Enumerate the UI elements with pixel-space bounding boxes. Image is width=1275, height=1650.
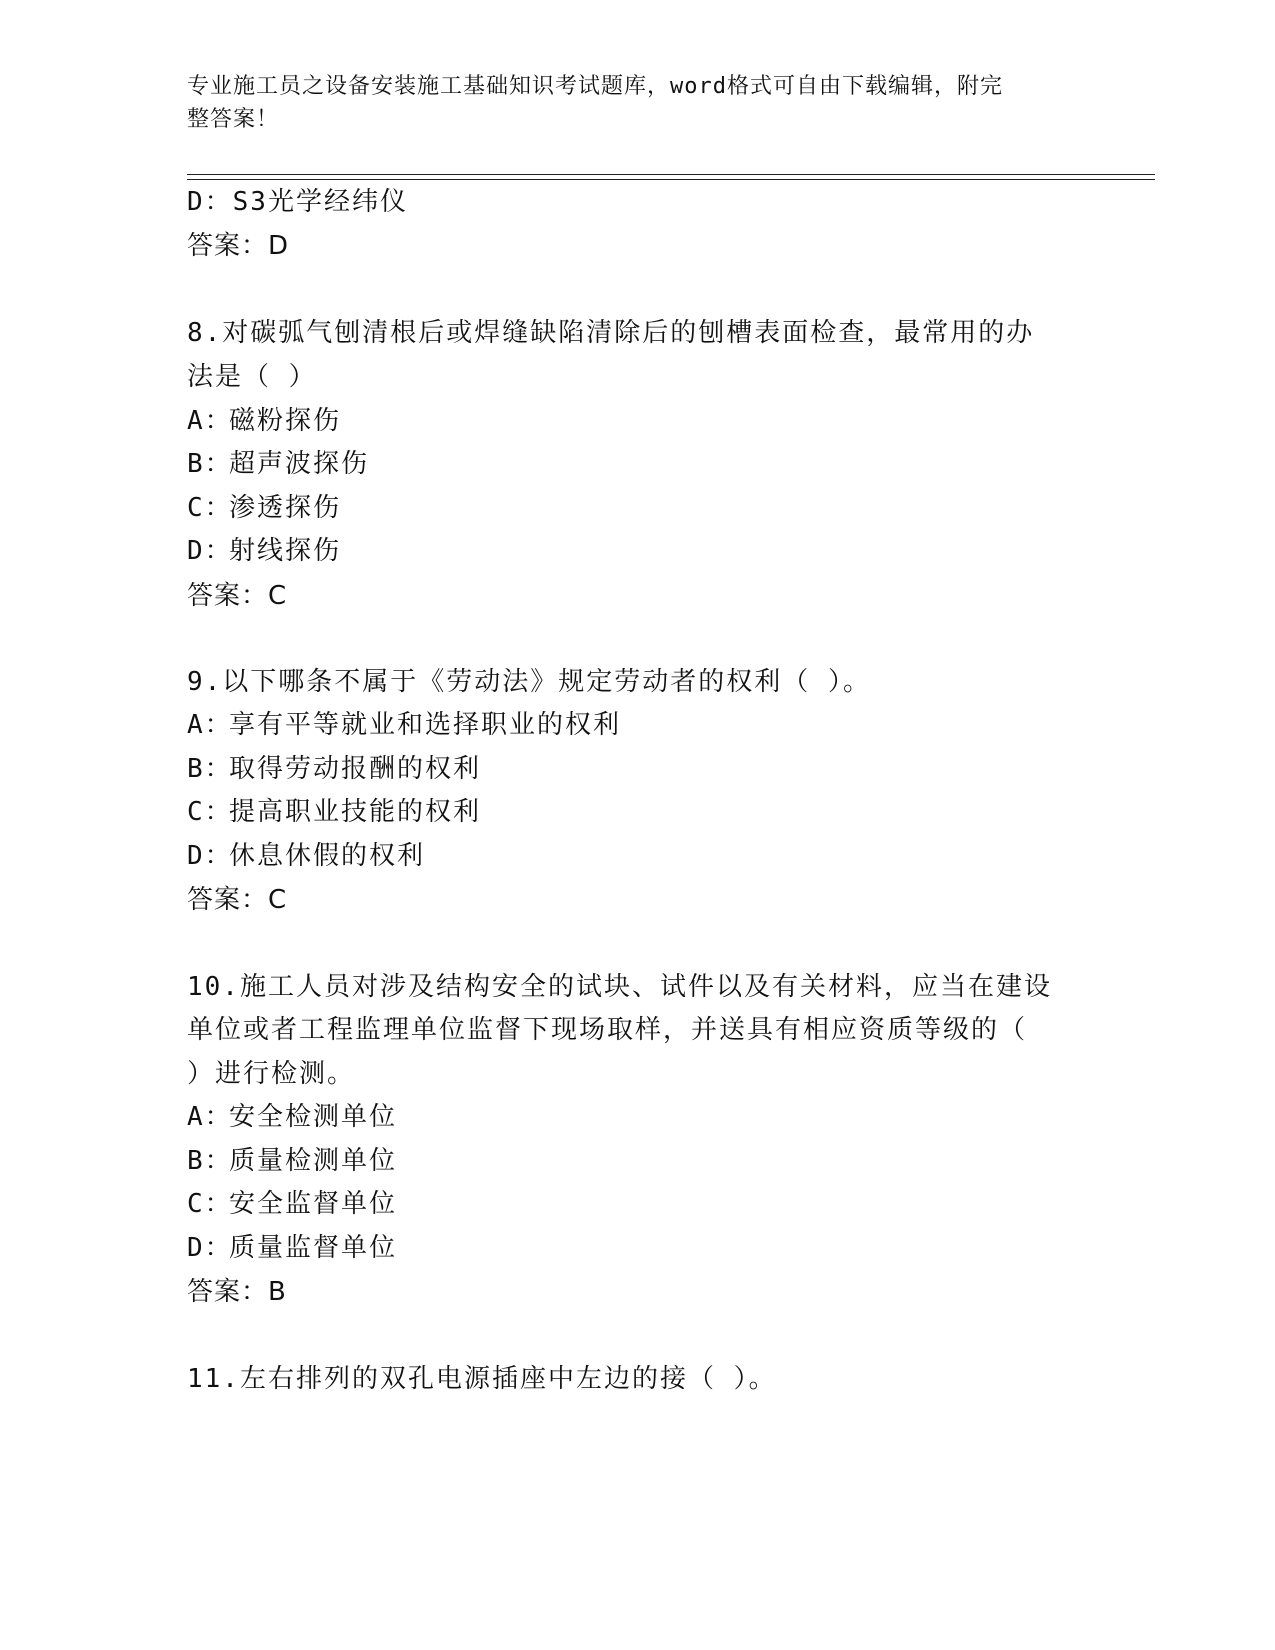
prev-option-d: D：S3光学经纬仪 xyxy=(187,187,408,217)
q9-stem-line-1: 9.以下哪条不属于《劳动法》规定劳动者的权利（ ）。 xyxy=(187,667,871,697)
q9-option-b xyxy=(187,753,481,785)
option-key: C： xyxy=(187,1189,233,1219)
option-text: 质量检测单位 xyxy=(229,1146,398,1176)
option-key: C： xyxy=(187,493,233,523)
option-key: B： xyxy=(187,1146,233,1176)
option-text: 渗透探伤 xyxy=(229,493,342,523)
option-text: 安全监督单位 xyxy=(229,1189,398,1219)
option-key: D： xyxy=(187,536,233,566)
option-text: 安全检测单位 xyxy=(229,1102,398,1132)
q8-option-c xyxy=(187,492,341,524)
option-text: 射线探伤 xyxy=(229,536,342,566)
q8-stem-line-1: 8.对碳弧气刨清根后或焊缝缺陷清除后的刨槽表面检查，最常用的办 xyxy=(187,318,1035,348)
q10-option-b xyxy=(187,1145,397,1177)
option-text: 取得劳动报酬的权利 xyxy=(229,754,482,784)
prev-answer: 答案：D xyxy=(187,231,290,261)
option-key: A： xyxy=(187,1102,233,1132)
option-key: A： xyxy=(187,406,233,436)
q9-option-a xyxy=(187,709,621,741)
option-text: 质量监督单位 xyxy=(229,1233,398,1263)
option-text: 磁粉探伤 xyxy=(229,406,342,436)
header-line-1: 专业施工员之设备安装施工基础知识考试题库，word格式可自由下载编辑，附完 xyxy=(187,74,1003,99)
option-text: 提高职业技能的权利 xyxy=(229,797,482,827)
q10-option-d xyxy=(187,1232,397,1264)
q10-option-a xyxy=(187,1101,397,1133)
q10-option-c xyxy=(187,1188,397,1220)
q11-stem-line-1: 11.左右排列的双孔电源插座中左边的接（ ）。 xyxy=(187,1364,777,1394)
q8-stem-line-2: 法是（ ） xyxy=(187,362,317,392)
option-text: 休息休假的权利 xyxy=(229,841,426,871)
q10-answer: 答案：B xyxy=(187,1277,287,1307)
document-header xyxy=(187,70,1057,136)
option-text: 超声波探伤 xyxy=(229,449,370,479)
option-key: C： xyxy=(187,797,233,827)
header-line-2: 整答案！ xyxy=(187,107,280,132)
option-text: 享有平等就业和选择职业的权利 xyxy=(229,710,622,740)
q10-stem-line-2: 单位或者工程监理单位监督下现场取样，并送具有相应资质等级的（ xyxy=(187,1015,1028,1045)
option-key: B： xyxy=(187,449,233,479)
header-divider-bottom xyxy=(187,179,1155,180)
header-divider-top xyxy=(187,174,1155,175)
q8-option-b xyxy=(187,448,369,480)
q9-option-c xyxy=(187,796,481,828)
q10-stem-line-1: 10.施工人员对涉及结构安全的试块、试件以及有关材料，应当在建设 xyxy=(187,972,1052,1002)
option-key: D： xyxy=(187,841,233,871)
option-key: D： xyxy=(187,1233,233,1263)
q8-answer: 答案：C xyxy=(187,581,288,611)
q8-option-d xyxy=(187,535,341,567)
q9-answer: 答案：C xyxy=(187,885,288,915)
option-key: A： xyxy=(187,710,233,740)
option-key: B： xyxy=(187,754,233,784)
q9-option-d xyxy=(187,840,425,872)
q10-stem-line-3: ）进行检测。 xyxy=(187,1059,356,1089)
q8-option-a xyxy=(187,405,341,437)
